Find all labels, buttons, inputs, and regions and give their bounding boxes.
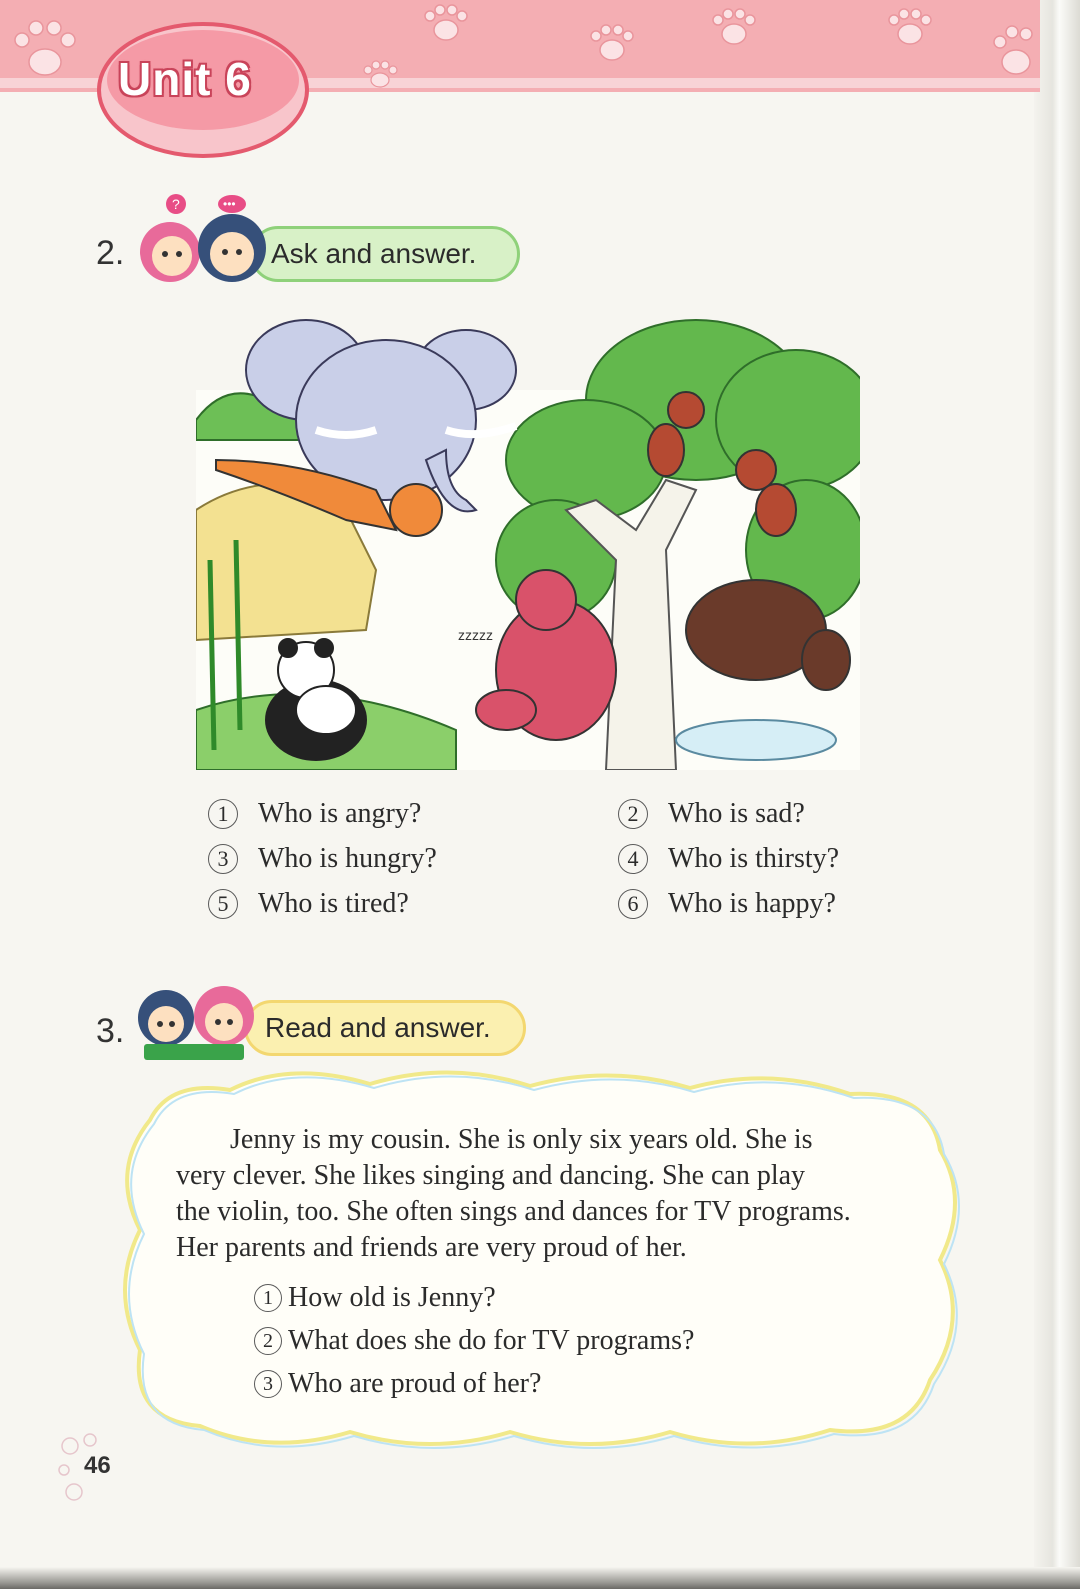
question-text: What does she do for TV programs?: [288, 1325, 695, 1356]
question-text: Who is happy?: [668, 888, 836, 919]
question-number: 1: [254, 1284, 282, 1312]
question-number: 2: [254, 1327, 282, 1355]
kids-reading-icon: [130, 984, 260, 1064]
question-item: [618, 798, 805, 830]
question-text: Who is hungry?: [258, 843, 437, 874]
page-bottom-shadow: [0, 1567, 1080, 1589]
section-2-number: 2.: [96, 234, 125, 272]
question-text: Who is thirsty?: [668, 843, 840, 874]
reading-passage: [176, 1122, 916, 1266]
question-text: Who are proud of her?: [288, 1368, 542, 1399]
passage-line: the violin, too. She often sings and dances for TV programs.: [176, 1196, 851, 1227]
passage-line: Jenny is my cousin. She is only six years old. She is: [230, 1124, 813, 1155]
question-number: 2: [618, 799, 648, 829]
question-text: Who is angry?: [258, 798, 422, 829]
zoo-animals-illustration: [196, 310, 860, 770]
paw-print-icon: [884, 8, 936, 48]
sleep-text: zzzzz: [458, 627, 493, 643]
question-item: [208, 843, 437, 875]
paw-print-icon: [990, 24, 1040, 84]
svg-text:?: ?: [172, 196, 180, 212]
question-item: [618, 888, 836, 920]
question-text: Who is tired?: [258, 888, 409, 919]
reading-question-item: [254, 1282, 496, 1314]
paw-print-icon: [360, 60, 400, 90]
passage-line: Her parents and friends are very proud of her.: [176, 1232, 687, 1263]
question-item: [208, 798, 421, 830]
unit-title: Unit 6: [118, 53, 252, 105]
section-3-number: 3.: [96, 1012, 125, 1050]
svg-text:•••: •••: [223, 197, 236, 211]
question-number: 3: [254, 1370, 282, 1398]
question-number: 6: [618, 889, 648, 919]
paw-print-icon: [586, 24, 638, 64]
paw-print-icon: [708, 8, 760, 48]
section-3-title: Read and answer.: [244, 1000, 526, 1056]
section-2-title: Ask and answer.: [250, 226, 520, 282]
kids-asking-icon: [132, 190, 272, 286]
question-item: [618, 843, 839, 875]
question-number: 1: [208, 799, 238, 829]
question-text: Who is sad?: [668, 798, 805, 829]
paw-print-icon: [420, 4, 472, 44]
question-number: 5: [208, 889, 238, 919]
passage-line: very clever. She likes singing and dancing. She can play: [176, 1160, 806, 1191]
page-number: 46: [84, 1452, 111, 1479]
question-number: 4: [618, 844, 648, 874]
question-number: 3: [208, 844, 238, 874]
paw-print-icon: [10, 16, 80, 86]
page-edge-shadow: [1034, 0, 1080, 1589]
question-text: How old is Jenny?: [288, 1282, 496, 1313]
reading-question-item: [254, 1368, 541, 1400]
pond: [676, 720, 836, 760]
reading-question-item: [254, 1325, 694, 1357]
question-item: [208, 888, 409, 920]
